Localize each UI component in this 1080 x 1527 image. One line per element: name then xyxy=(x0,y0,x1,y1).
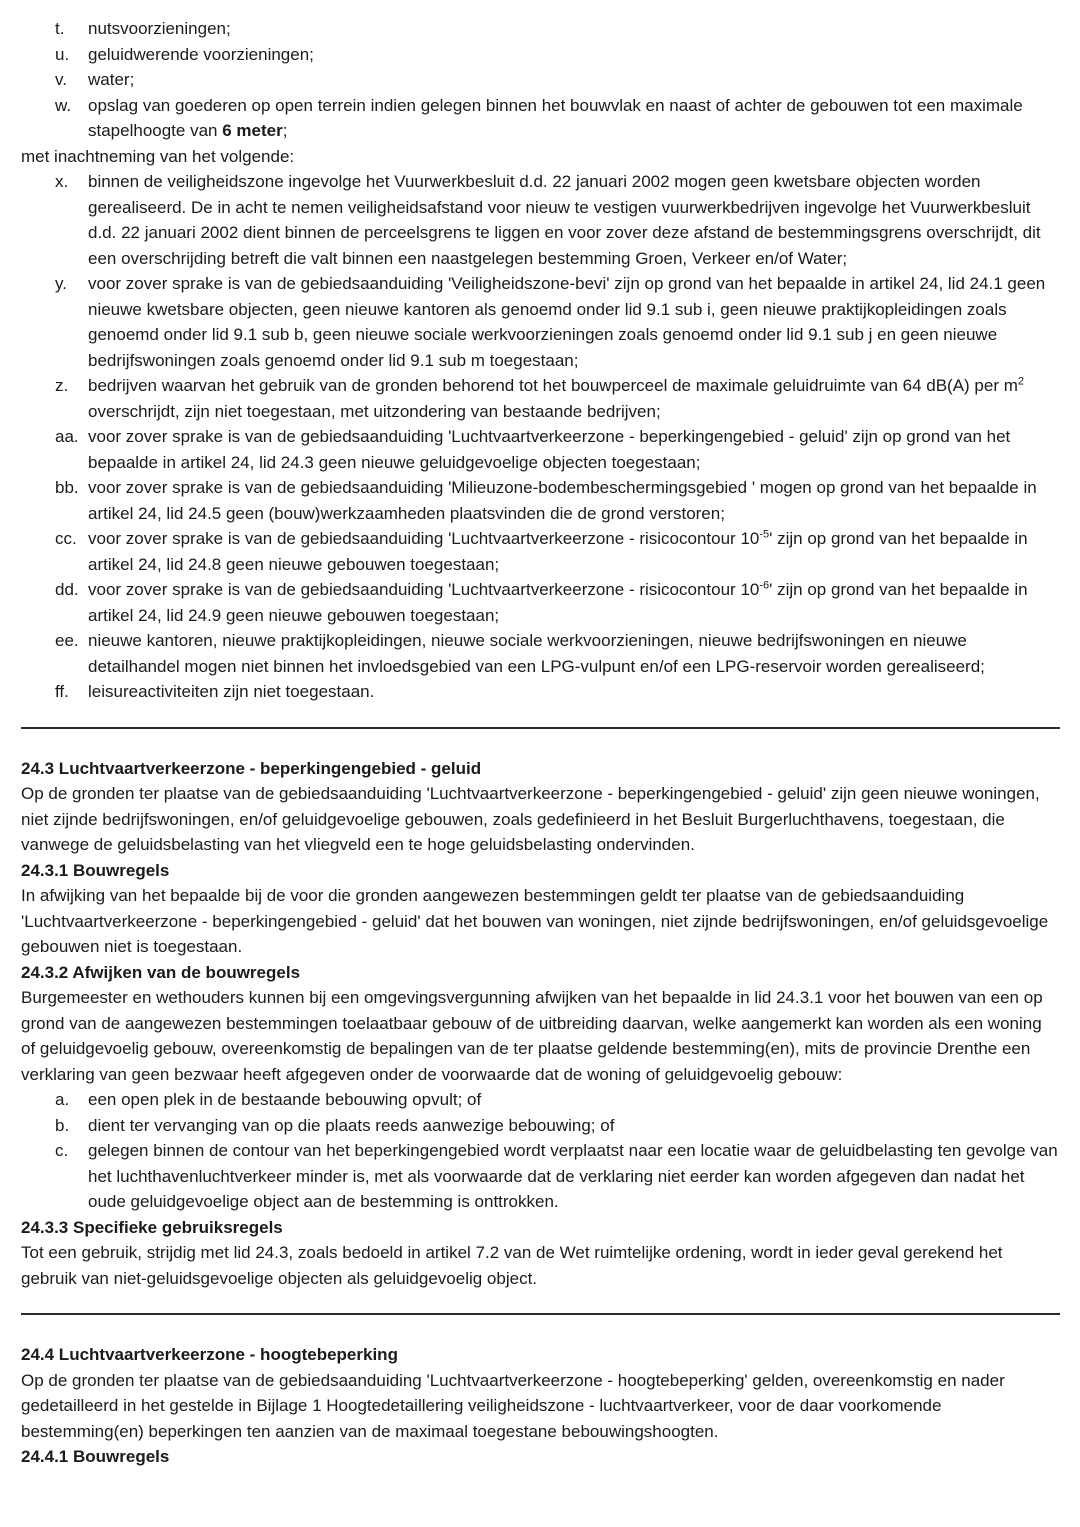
section-24-4-heading: 24.4 Luchtvaartverkeerzone - hoogtebeperking xyxy=(21,1345,398,1364)
list-item-text: water; xyxy=(88,70,135,89)
list-item-text: voor zover sprake is van de gebiedsaanduiding 'Veiligheidszone-bevi' zijn op grond van het bepaalde in artikel 24, lid 24.1 geen nieuwe kwetsbare objecten, geen nieuwe kantoren als genoemd onder lid 9.1 sub i, geen nieuwe praktijkopleidingen zoals genoemd onder lid 9.1 sub b, geen nieuwe sociale werkvoorzieningen zoals genoemd onder lid 9.1 sub j en geen nieuwe bedrijfswoningen zoals genoemd onder lid 9.1 sub m toegestaan; xyxy=(88,274,1046,370)
list-item-text: gelegen binnen de contour van het beperkingengebied wordt verplaatst naar een locatie waar de geluidbelasting ten gevolge van het luchthavenluchtverkeer minder is, met als voorwaarde dat de verklaring niet eerder kan worden afgegeven dan nadat het oude geluidgevoelige object aan de bestemming is onttrokken. xyxy=(88,1141,1058,1211)
section-24-3-3-body: Tot een gebruik, strijdig met lid 24.3, zoals bedoeld in artikel 7.2 van de Wet ruimtelijke ordening, wordt in ieder geval gerekend het gebruik van niet-geluidsgevoelige objecten als geluidgevoelig object. xyxy=(21,1243,1003,1288)
list-item-marker: z. xyxy=(55,376,69,395)
list-item-marker: ee. xyxy=(55,631,79,650)
list-item-marker: w. xyxy=(55,95,72,115)
list-item-marker: aa. xyxy=(55,427,79,446)
list-item xyxy=(55,679,1060,705)
conditions-list xyxy=(21,169,1060,705)
section-divider-1 xyxy=(21,727,1060,729)
list-item xyxy=(55,628,1060,679)
list-item xyxy=(55,271,1060,373)
list-item-marker: b. xyxy=(55,1115,70,1135)
list-item-marker: v. xyxy=(55,70,67,89)
section-24-3-1-body: In afwijking van het bepaalde bij de voor die gronden aangewezen bestemmingen geldt ter plaatse van de gebiedsaanduiding 'Luchtvaartverkeerzone - beperkingengebied - geluid' dat het bouwen van woningen, niet zijnde bedrijfswoningen, en/of geluidsgevoelige gebouwen niet is toegestaan. xyxy=(21,886,1049,956)
list-item-marker: a. xyxy=(55,1090,70,1109)
list-item xyxy=(55,93,1060,144)
list-item-text: nutsvoorzieningen; xyxy=(88,19,231,38)
list-item xyxy=(55,424,1060,475)
list-item-text: dient ter vervanging van op die plaats reeds aanwezige bebouwing; of xyxy=(88,1115,615,1135)
section-24-3-2-conditions-list xyxy=(21,1087,1060,1215)
section-24-3-2-body: Burgemeester en wethouders kunnen bij een omgevingsvergunning afwijken van het bepaalde in lid 24.3.1 voor het bouwen van een op grond van de aangewezen bestemmingen toelaatbaar gebouw of de uitbreiding daarvan, welke aangemerkt kan worden als een woning of geluidgevoelig gebouw, overeenkomstig de bepalingen van de ter plaatse geldende bestemming(en), mits de provincie Drenthe een verklaring van geen bezwaar heeft afgegeven onder de voorwaarde dat de woning of geluidgevoelig gebouw: xyxy=(21,988,1043,1084)
list-item-text: bedrijven waarvan het gebruik van de gronden behorend tot het bouwperceel de maximale geluidruimte van 64 dB(A) per $m^2$ overschrijdt, zijn niet toegestaan, met uitzondering van bestaande bedrijven; xyxy=(88,375,1025,421)
list-item-marker: c. xyxy=(55,1141,69,1160)
list-item-marker: t. xyxy=(55,19,65,38)
list-item xyxy=(55,1087,1060,1113)
list-item-marker: cc. xyxy=(55,529,77,548)
list-item-text: nieuwe kantoren, nieuwe praktijkopleidingen, nieuwe sociale werkvoorzieningen, nieuwe bedrijfswoningen en nieuwe detailhandel mogen niet binnen het invloedsgebied van een LPG-vulpunt en/of een LPG-reservoir worden gerealiseerd; xyxy=(88,631,985,676)
list-item xyxy=(55,1138,1060,1215)
list-item-marker: u. xyxy=(55,44,70,64)
section-24-4 xyxy=(21,1342,1060,1470)
section-24-3-2-heading: 24.3.2 Afwijken van de bouwregels xyxy=(21,962,301,982)
section-24-3 xyxy=(21,756,1060,1292)
section-24-3-3-heading: 24.3.3 Specifieke gebruiksregels xyxy=(21,1217,283,1237)
section-24-3-1-heading: 24.3.1 Bouwregels xyxy=(21,860,170,880)
list-item-text: een open plek in de bestaande bebouwing opvult; of xyxy=(88,1090,482,1109)
list-item xyxy=(55,169,1060,271)
list-item-marker: y. xyxy=(55,274,67,293)
list-item-text: opslag van goederen op open terrein indien gelegen binnen het bouwvlak en naast of achter de gebouwen tot een maximale stapelhoogte van 6 meter; xyxy=(88,95,1023,140)
list-item xyxy=(55,67,1060,93)
list-item-text: geluidwerende voorzieningen; xyxy=(88,44,314,64)
section-24-4-1-heading: 24.4.1 Bouwregels xyxy=(21,1447,170,1466)
list-item-text: leisureactiviteiten zijn niet toegestaan. xyxy=(88,682,375,701)
list-item xyxy=(55,577,1060,628)
section-24-3-heading: 24.3 Luchtvaartverkeerzone - beperkingengebied - geluid xyxy=(21,758,482,778)
list-item-text: voor zover sprake is van de gebiedsaanduiding 'Luchtvaartverkeerzone - risicocontour $10^{-6}'$ zijn op grond van het bepaalde in artikel 24, lid 24.9 geen nieuwe gebouwen toegestaan; xyxy=(88,579,1028,625)
list-item-marker: x. xyxy=(55,172,69,191)
list-item xyxy=(55,526,1060,577)
list-item-text: binnen de veiligheidszone ingevolge het Vuurwerkbesluit d.d. 22 januari 2002 mogen geen kwetsbare objecten worden gerealiseerd. De in acht te nemen veiligheidsafstand voor nieuw te vestigen vuurwerkbedrijven ingevolge het Vuurwerkbesluit d.d. 22 januari 2002 dient binnen de perceelsgrens te liggen en voor zover deze afstand de bestemmingsgrens overschrijdt, dit een overschrijding betreft die valt binnen een naastgelegen bestemming Groen, Verkeer en/of Water; xyxy=(88,172,1041,268)
permitted-uses-list xyxy=(21,16,1060,144)
list-item-marker: dd. xyxy=(55,580,79,599)
list-item xyxy=(55,1113,1060,1139)
list-item xyxy=(55,373,1060,424)
section-24-3-intro: Op de gronden ter plaatse van de gebiedsaanduiding 'Luchtvaartverkeerzone - beperkingengebied - geluid' zijn geen nieuwe woningen, niet zijnde bedrijfswoningen, en/of geluidgevoelige gebouwen, zoals gedefinieerd in het Besluit Burgerluchthavens, toegestaan, die vanwege de geluidsbelasting van het vliegveld een te hoge geluidsbelasting ondervinden. xyxy=(21,784,1040,854)
list-item xyxy=(55,42,1060,68)
list-item-marker: bb. xyxy=(55,478,79,497)
list-item-text: voor zover sprake is van de gebiedsaanduiding 'Luchtvaartverkeerzone - risicocontour $10^{-5}'$ zijn op grond van het bepaalde in artikel 24, lid 24.8 geen nieuwe gebouwen toegestaan; xyxy=(88,528,1028,574)
conditions-intro-line: met inachtneming van het volgende: xyxy=(21,146,295,166)
section-24-4-intro: Op de gronden ter plaatse van de gebiedsaanduiding 'Luchtvaartverkeerzone - hoogtebeperking' gelden, overeenkomstig en nader gedetailleerd in het gestelde in Bijlage 1 Hoogtedetaillering veiligheidszone - luchtvaartverkeer, voor de daar voorkomende bestemming(en) beperkingen ten aanzien van de maximaal toegestane bebouwingshoogten. xyxy=(21,1370,1005,1441)
list-item xyxy=(55,16,1060,42)
list-item xyxy=(55,475,1060,526)
section-divider-2 xyxy=(21,1313,1060,1315)
list-item-text: voor zover sprake is van de gebiedsaanduiding 'Milieuzone-bodembeschermingsgebied ' mogen op grond van het bepaalde in artikel 24, lid 24.5 geen (bouw)werkzaamheden plaatsvinden die de grond verstoren; xyxy=(88,478,1037,523)
list-item-marker: ff. xyxy=(55,682,69,701)
list-item-text: voor zover sprake is van de gebiedsaanduiding 'Luchtvaartverkeerzone - beperkingengebied - geluid' zijn op grond van het bepaalde in artikel 24, lid 24.3 geen nieuwe geluidgevoelige objecten toegestaan; xyxy=(88,427,1011,472)
